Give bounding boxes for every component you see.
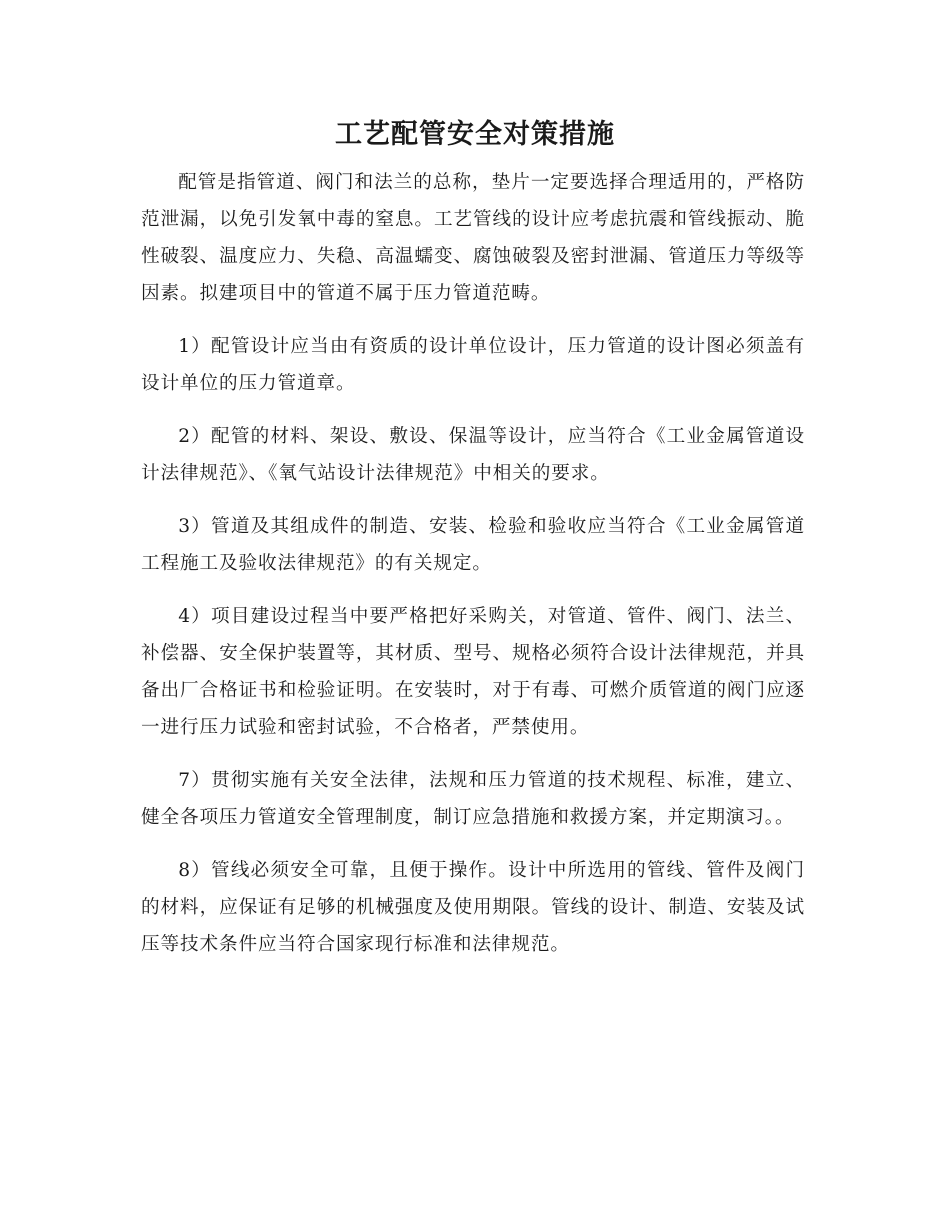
paragraph-item-2: 2）配管的材料、架设、敷设、保温等设计，应当符合《工业金属管道设计法律规范》、《氧气站设计法律规范》中相关的要求。: [141, 426, 805, 484]
document-title: 工艺配管安全对策措施: [335, 119, 615, 150]
paragraph-item-3: 3）管道及其组成件的制造、安装、检验和验收应当符合《工业金属管道工程施工及验收法律规范》的有关规定。: [141, 516, 805, 574]
paragraph-item-1: 1）配管设计应当由有资质的设计单位设计，压力管道的设计图必须盖有设计单位的压力管道章。: [141, 336, 805, 394]
paragraph-item-7: 7）贯彻实施有关安全法律，法规和压力管道的技术规程、标准，建立、健全各项压力管道安全管理制度，制订应急措施和救援方案，并定期演习。。: [141, 770, 805, 828]
paragraph-intro: 配管是指管道、阀门和法兰的总称，垫片一定要选择合理适用的，严格防范泄漏，以免引发氧中毒的窒息。工艺管线的设计应考虑抗震和管线振动、脆性破裂、温度应力、失稳、高温蠕变、腐蚀破裂及密封泄漏、管道压力等级等因素。拟建项目中的管道不属于压力管道范畴。: [141, 172, 805, 304]
document-body: [141, 164, 805, 979]
paragraph-item-4: 4）项目建设过程当中要严格把好采购关，对管道、管件、阀门、法兰、补偿器、安全保护装置等，其材质、型号、规格必须符合设计法律规范，并具备出厂合格证书和检验证明。在安装时，对于有毒、可燃介质管道的阀门应逐一进行压力试验和密封试验，不合格者，严禁使用。: [141, 606, 805, 738]
paragraph-item-8: 8）管线必须安全可靠，且便于操作。设计中所选用的管线、管件及阀门的材料，应保证有足够的机械强度及使用期限。管线的设计、制造、安装及试压等技术条件应当符合国家现行标准和法律规范。: [141, 860, 805, 955]
